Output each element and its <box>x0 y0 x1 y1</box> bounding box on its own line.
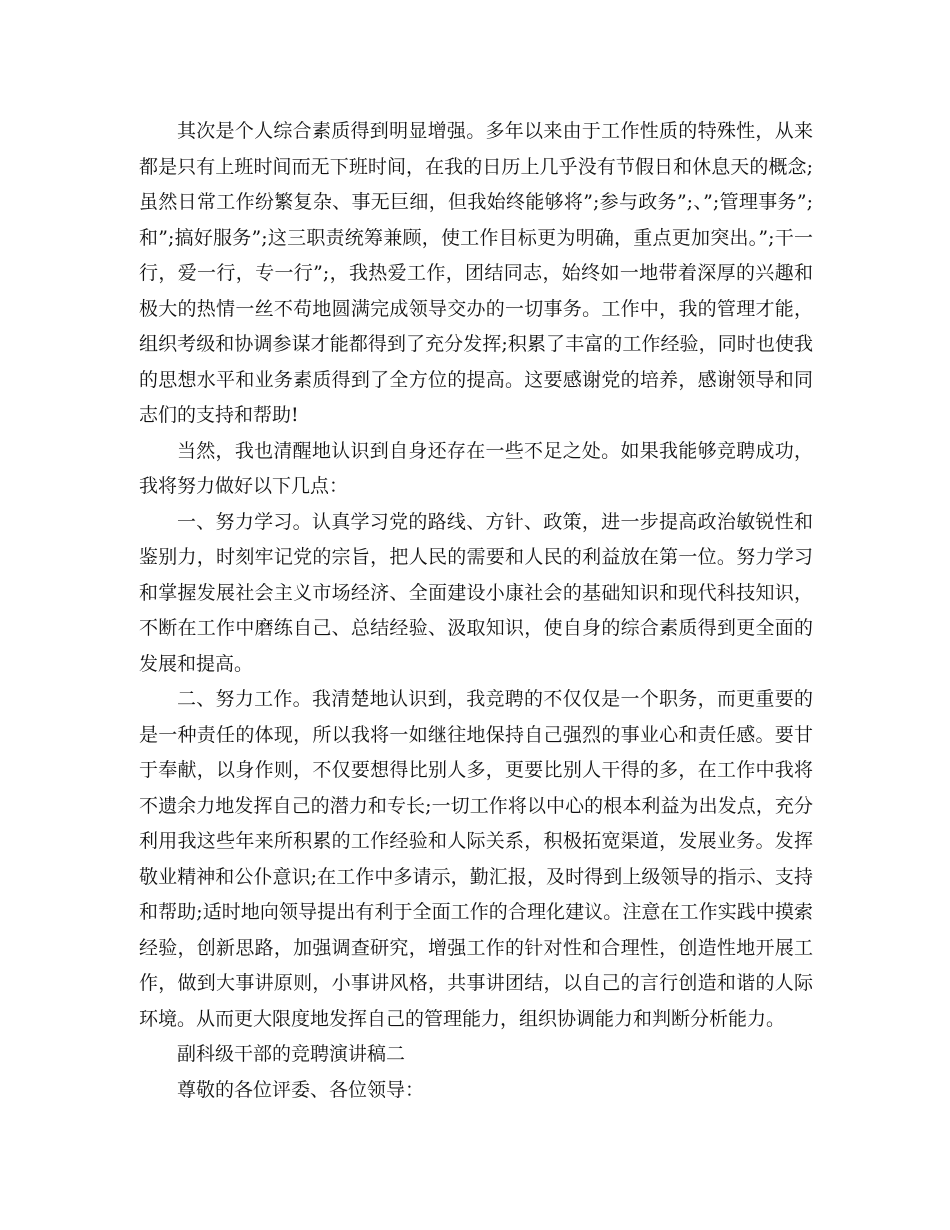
salutation: 尊敬的各位评委、各位领导： <box>177 1078 425 1101</box>
section-title-speech-two: 副科级干部的竞聘演讲稿二 <box>177 1043 406 1065</box>
paragraph-shortcomings: 当然，我也清醒地认识到自身还存在一些不足之处。如果我能够竞聘成功，我将努力做好以下几点： <box>139 439 813 497</box>
document-page <box>139 114 813 1108</box>
paragraph-work-hard: 二、努力工作。我清楚地认识到，我竞聘的不仅仅是一个职务，而更重要的是一种责任的体现，所以我将一如继往地保持自己强烈的事业心和责任感。要甘于奉献，以身作则，不仅要想得比别人多，更要比别人干得的多，在工作中我将不遗余力地发挥自己的潜力和专长;一切工作将以中心的根本利益为出发点，充分利用我这些年来所积累的工作经验和人际关系，积极拓宽渠道，发展业务。发挥敬业精神和公仆意识;在工作中多请示，勤汇报，及时得到上级领导的指示、支持和帮助;适时地向领导提出有利于全面工作的合理化建议。注意在工作实践中摸索经验，创新思路，加强调查研究，增强工作的针对性和合理性，创造性地开展工作，做到大事讲原则，小事讲风格，共事讲团结，以自己的言行创造和谐的人际环境。从而更大限度地发挥自己的管理能力，组织协调能力和判断分析能力。 <box>139 688 813 1030</box>
paragraph-personal-quality: 其次是个人综合素质得到明显增强。多年以来由于工作性质的特殊性，从来都是只有上班时间而无下班时间，在我的日历上几乎没有节假日和休息天的概念;虽然日常工作纷繁复杂、事无巨细，但我始终能够将”;参与政务”;、”;管理事务”;和”;搞好服务”;这三职责统筹兼顾，使工作目标更为明确，重点更加突出。”;干一行，爱一行，专一行”;，我热爱工作，团结同志，始终如一地带着深厚的兴趣和极大的热情一丝不苟地圆满完成领导交办的一切事务。工作中，我的管理才能，组织考级和协调参谋才能都得到了充分发挥;积累了丰富的工作经验，同时也使我的思想水平和业务素质得到了全方位的提高。这要感谢党的培养，感谢领导和同志们的支持和帮助! <box>139 120 813 426</box>
paragraph-study-hard: 一、努力学习。认真学习党的路线、方针、政策，进一步提高政治敏锐性和鉴别力，时刻牢记党的宗旨，把人民的需要和人民的利益放在第一位。努力学习和掌握发展社会主义市场经济、全面建设小康社会的基础知识和现代科技知识，不断在工作中磨练自己、总结经验、汲取知识，使自身的综合素质得到更全面的发展和提高。 <box>139 510 813 675</box>
